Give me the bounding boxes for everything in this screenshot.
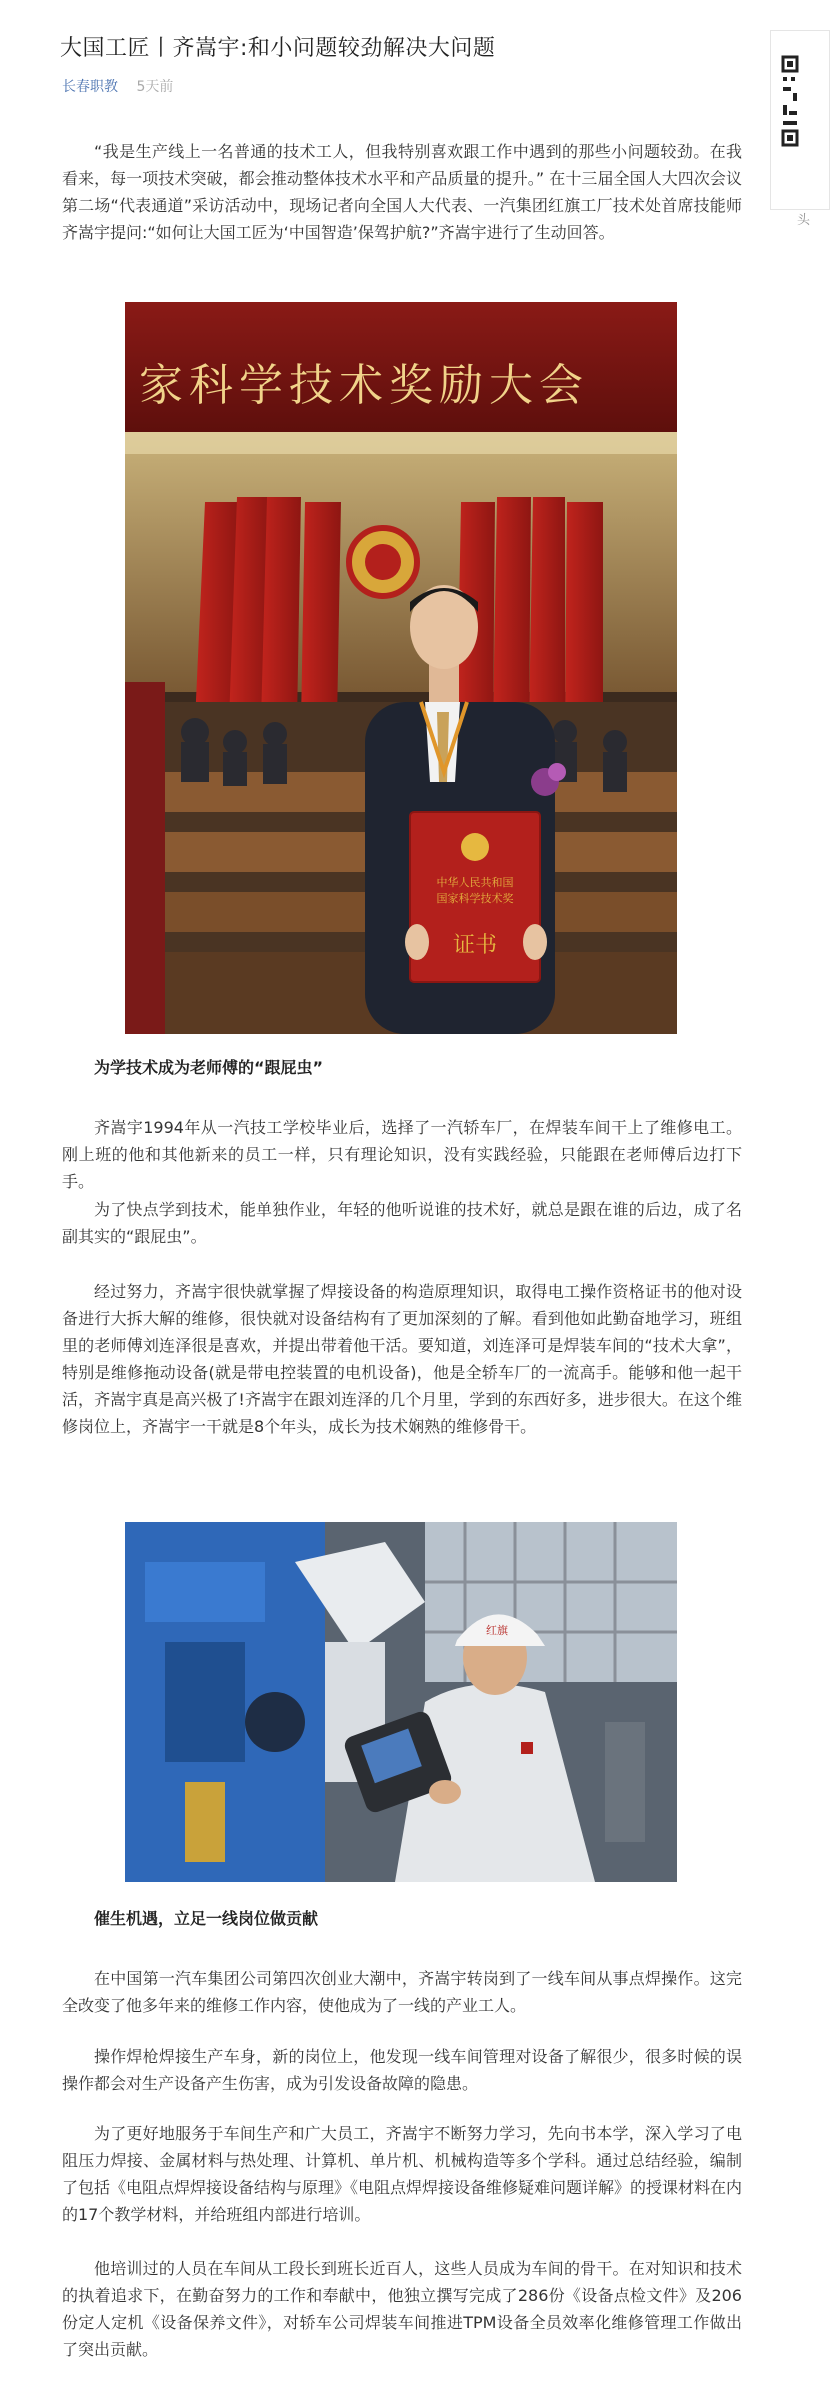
section-heading-2: 催生机遇，立足一线岗位做贡献 xyxy=(94,1909,319,1928)
section1-paragraph-1: 齐嵩宇1994年从一汽技工学校毕业后，选择了一汽轿车厂，在焊装车间干上了维修电工。刚上班的他和其他新来的员工一样，只有理论知识，没有实践经验，只能跟在老师傅后边打下手。 xyxy=(62,1118,742,1191)
article-title: 大国工匠丨齐嵩宇:和小问题较劲解决大问题 xyxy=(60,36,496,61)
certificate-line-3: 证书 xyxy=(452,933,498,958)
certificate-line-2: 国家科学技术奖 xyxy=(436,892,514,905)
section2-paragraph-1: 在中国第一汽车集团公司第四次创业大潮中，齐嵩宇转岗到了一线车间从事点焊操作。这完全改变了他多年来的维修工作内容，使他成为了一线的产业工人。 xyxy=(62,1969,742,2015)
publish-time: 5天前 xyxy=(136,79,174,95)
section1-paragraph-2: 为了快点学到技术，能单独作业，年轻的他听说谁的技术好，就总是跟在谁的后边，成了名副其实的“跟屁虫”。 xyxy=(62,1200,742,1246)
source-link[interactable]: 长春职教 xyxy=(62,79,118,95)
section-heading-1: 为学技术成为老师傅的“跟屁虫” xyxy=(94,1058,324,1077)
section2-paragraph-3: 为了更好地服务于车间生产和广大员工，齐嵩宇不断努力学习，先向书本学，深入学习了电阻压力焊接、金属材料与热处理、计算机、单片机、机械构造等多个学科。通过总结经验，编制了包括《电阻点焊焊接设备结构与原理》《电阻点焊焊接设备维修疑难问题详解》的授课材料在内的17个教学材料，并给班组内部进行培训。 xyxy=(62,2124,743,2224)
award-ceremony-photo xyxy=(125,302,677,1034)
qr-code-icon xyxy=(781,53,817,173)
qr-card[interactable] xyxy=(770,30,830,228)
section2-paragraph-2: 操作焊枪焊接生产车身，新的岗位上，他发现一线车间管理对设备了解很少，很多时候的误操作都会对生产设备产生伤害，成为引发设备故障的隐患。 xyxy=(62,2047,742,2093)
section1-paragraph-3: 经过努力，齐嵩宇很快就掌握了焊接设备的构造原理知识，取得电工操作资格证书的他对设备进行大拆大解的维修，很快就对设备结构有了更加深刻的了解。看到他如此勤奋地学习，班组里的老师傅刘连泽很是喜欢，并提出带着他干活。要知道，刘连泽可是焊装车间的“技术大拿”，特别是维修拖动设备(就是带电控装置的电机设备)，他是全轿车厂的一流高手。能够和他一起干活，齐嵩宇真是高兴极了!齐嵩宇在跟刘连泽的几个月里，学到的东西好多，进步很大。在这个维修岗位上，齐嵩宇一干就是8个年头，成长为技术娴熟的维修骨干。 xyxy=(62,1282,742,1436)
banner-text: 家科学技术奖励大会 xyxy=(139,360,589,411)
section2-paragraph-4: 他培训过的人员在车间从工段长到班长近百人，这些人员成为车间的骨干。在对知识和技术的执着追求下，在勤奋努力的工作和奉献中，他独立撰写完成了286份《设备点检文件》及206份定人定机《设备保养文件》，对轿车公司焊装车间推进TPM设备全员效率化维修管理工作做出了突出贡献。 xyxy=(62,2259,742,2359)
intro-paragraph: “我是生产线上一名普通的技术工人，但我特别喜欢跟工作中遇到的那些小问题较劲。在我看来，每一项技术突破，都会推动整体技术水平和产品质量的提升。” 在十三届全国人大四次会议第二场“代表通道”采访活动中，现场记者向全国人大代表、一汽集团红旗工厂技术处首席技能师齐嵩宇提问:“如何让大国工匠为‘中国智造’保驾护航?”齐嵩宇进行了生动回答。 xyxy=(62,142,742,242)
article-meta xyxy=(62,78,173,96)
sidebar-glyph: 头 xyxy=(797,213,811,228)
certificate-line-1: 中华人民共和国 xyxy=(436,876,514,889)
certificate xyxy=(405,812,547,982)
cap-text: 红旗 xyxy=(486,1624,508,1637)
workshop-photo xyxy=(125,1522,677,1882)
